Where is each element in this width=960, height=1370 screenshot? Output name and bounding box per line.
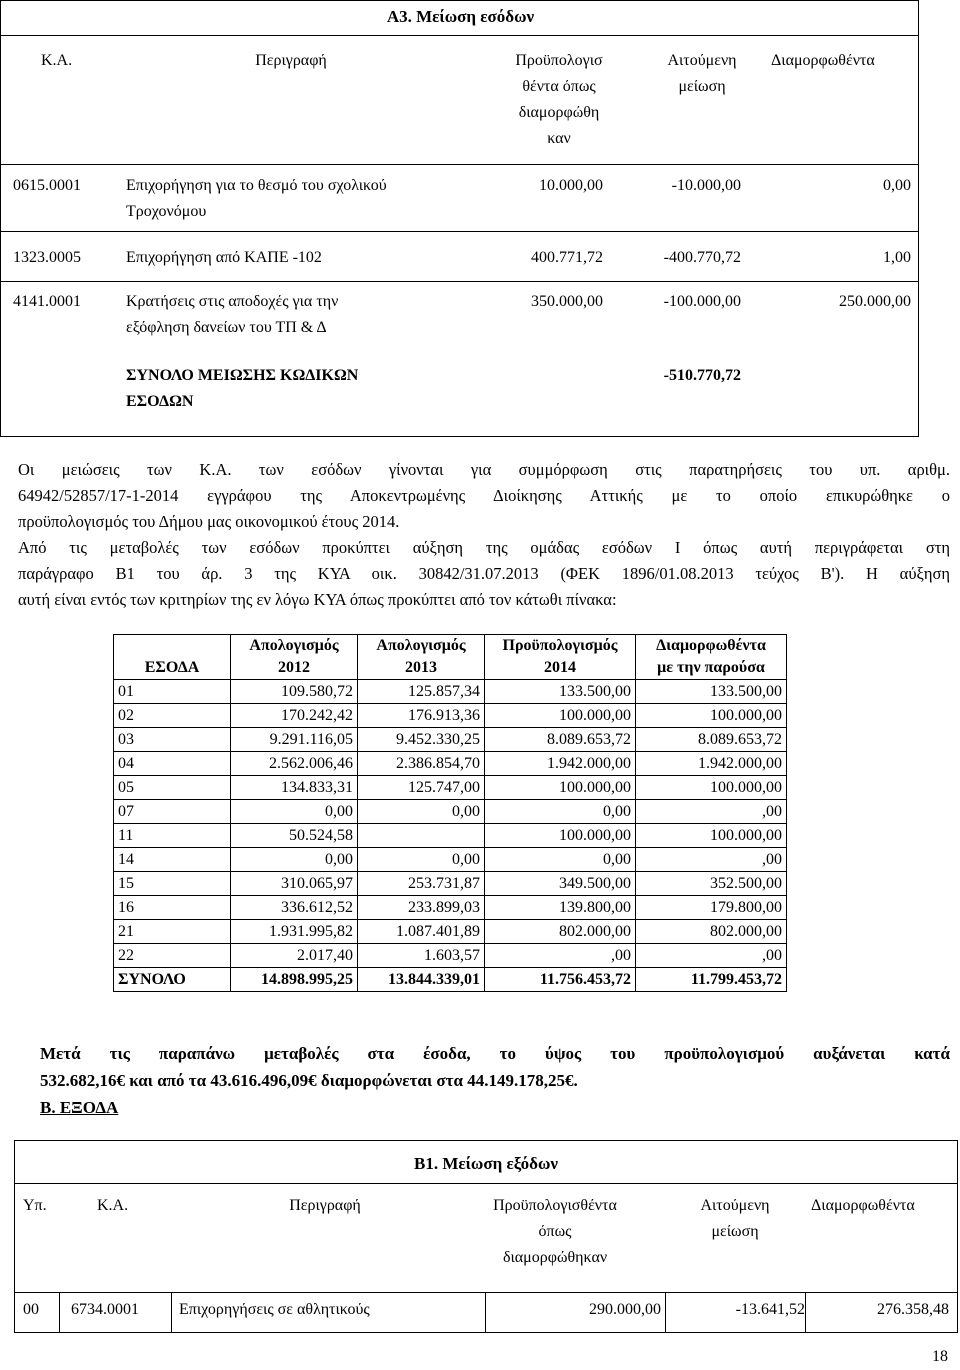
row-value: ,00	[636, 800, 787, 824]
row-value: 336.612,52	[231, 896, 358, 920]
table-row	[114, 728, 787, 752]
table-row	[114, 896, 787, 920]
row-value: 2.562.006,46	[231, 752, 358, 776]
divider	[1, 164, 918, 165]
row-label: ΣΥΝΟΛΟ	[114, 968, 231, 992]
row-label: 03	[114, 728, 231, 752]
row-label: 02	[114, 704, 231, 728]
row-description: Επιχορήγηση για το θεσμό του σχολικού Τροχονόμου	[126, 177, 387, 220]
row-value: 310.065,97	[231, 872, 358, 896]
page-number: 18	[932, 1348, 948, 1365]
row-label: 07	[114, 800, 231, 824]
divider	[171, 1292, 172, 1332]
row-value: 125.747,00	[358, 776, 485, 800]
row-value: 100.000,00	[485, 776, 636, 800]
section-heading: Β. ΕΞΟΔΑ	[40, 1098, 119, 1117]
table-row	[114, 824, 787, 848]
row-value: 100.000,00	[485, 704, 636, 728]
row-label: 21	[114, 920, 231, 944]
row-value: 100.000,00	[485, 824, 636, 848]
row-value: 1.087.401,89	[358, 920, 485, 944]
header-final: Διαμορφωθέντα με την παρούσα	[636, 635, 787, 680]
table-row	[114, 848, 787, 872]
row-label: 01	[114, 680, 231, 704]
table-row	[114, 680, 787, 704]
header-description: Περιγραφή	[255, 52, 327, 69]
row-value: 8.089.653,72	[485, 728, 636, 752]
table-title: Α3. Μείωση εσόδων	[386, 7, 535, 26]
row-requested: -100.000,00	[663, 293, 741, 310]
row-value: 233.899,03	[358, 896, 485, 920]
explanation-paragraph: Οι μειώσεις των Κ.Α. των εσόδων γίνονται για συμμόρφωση στις παρατηρήσεις του υπ. αριθμ. 64942/52857/17-1-2014 εγγράφου της Αποκεντρωμένης Διοίκησης Αττικής με το οποίο επικυρώθηκε ο προϋπολογισμός του Δήμου μας οικονομικού έτους 2014. Από τις μεταβολές των εσόδων προκύπτει αύξηση της ομάδας εσόδων Ι όπως αυτή περιγράφεται στη παράγραφο Β1 του άρ. 3 της ΚΥΑ οικ. 30842/31.07.2013 (ΦΕΚ 1896/01.08.2013 τεύχος Β'). Η αύξηση αυτή είναι εντός των κριτηρίων της εν λόγω ΚΥΑ όπως προκύπτει από τον κάτωθι πίνακα:	[18, 460, 950, 609]
row-value: 802.000,00	[636, 920, 787, 944]
header-yp: Υπ.	[23, 1197, 47, 1214]
row-value: 802.000,00	[485, 920, 636, 944]
row-budget: 290.000,00	[589, 1301, 661, 1318]
row-value: 1.603,57	[358, 944, 485, 968]
divider	[485, 1292, 486, 1332]
divider	[15, 1183, 957, 1184]
header-final: Διαμορφωθέντα	[811, 1197, 915, 1214]
row-value: 13.844.339,01	[358, 968, 485, 992]
row-value: 14.898.995,25	[231, 968, 358, 992]
row-budget: 10.000,00	[539, 177, 603, 194]
divider	[1, 231, 918, 232]
row-description: Κρατήσεις στις αποδοχές για την εξόφληση δανείων του ΤΠ & Δ	[126, 293, 339, 336]
row-budget: 400.771,72	[531, 249, 603, 266]
row-value: ,00	[636, 944, 787, 968]
row-value: 352.500,00	[636, 872, 787, 896]
header-actual-2013: Απολογισμός 2013	[358, 635, 485, 680]
row-requested: -13.641,52	[735, 1301, 805, 1318]
reduction-expense-table	[14, 1140, 958, 1333]
row-label: 05	[114, 776, 231, 800]
row-value: 1.942.000,00	[636, 752, 787, 776]
total-label: ΣΥΝΟΛΟ ΜΕΙΩΣΗΣ ΚΩΔΙΚΩΝ ΕΣΟΔΩΝ	[126, 367, 359, 410]
row-value: 133.500,00	[485, 680, 636, 704]
table-row	[114, 968, 787, 992]
row-label: 11	[114, 824, 231, 848]
row-budget: 350.000,00	[531, 293, 603, 310]
row-value: 2.386.854,70	[358, 752, 485, 776]
row-value: 109.580,72	[231, 680, 358, 704]
divider	[1, 281, 918, 282]
row-value: 1.931.995,82	[231, 920, 358, 944]
table-row	[114, 944, 787, 968]
row-value: ,00	[485, 944, 636, 968]
header-income: ΕΣΟΔΑ	[114, 635, 231, 680]
header-final: Διαμορφωθέντα	[771, 52, 875, 69]
row-value: 0,00	[231, 848, 358, 872]
row-value: 8.089.653,72	[636, 728, 787, 752]
header-budgeted: Προϋπολογισθέντα όπως διαμορφώθηκαν	[493, 1197, 617, 1266]
row-value: 2.017,40	[231, 944, 358, 968]
row-value: 179.800,00	[636, 896, 787, 920]
row-label: 16	[114, 896, 231, 920]
row-ka: 6734.0001	[71, 1301, 139, 1318]
row-value	[358, 824, 485, 848]
divider	[15, 1292, 957, 1293]
row-description: Επιχορηγήσεις σε αθλητικούς	[179, 1301, 370, 1318]
header-ka: Κ.Α.	[97, 1197, 129, 1214]
row-value: 100.000,00	[636, 704, 787, 728]
row-final: 1,00	[883, 249, 911, 266]
row-final: 276.358,48	[877, 1301, 949, 1318]
row-label: 14	[114, 848, 231, 872]
table-row	[114, 800, 787, 824]
reduction-revenue-table	[0, 0, 919, 437]
row-value: 0,00	[485, 848, 636, 872]
row-value: 134.833,31	[231, 776, 358, 800]
row-value: 11.756.453,72	[485, 968, 636, 992]
row-value: 253.731,87	[358, 872, 485, 896]
row-label: 04	[114, 752, 231, 776]
header-requested: Αιτούμενη μείωση	[667, 52, 737, 95]
header-budget-2014: Προϋπολογισμός 2014	[485, 635, 636, 680]
row-value: 349.500,00	[485, 872, 636, 896]
row-label: 15	[114, 872, 231, 896]
header-description: Περιγραφή	[289, 1197, 361, 1214]
divider	[665, 1292, 666, 1332]
row-requested: -10.000,00	[671, 177, 741, 194]
divider	[805, 1292, 806, 1332]
table-row	[114, 920, 787, 944]
row-value: 9.291.116,05	[231, 728, 358, 752]
row-value: 133.500,00	[636, 680, 787, 704]
row-value: 100.000,00	[636, 776, 787, 800]
header-ka: Κ.Α.	[41, 52, 73, 69]
header-budgeted: Προϋπολογισ θέντα όπως διαμορφώθη καν	[515, 52, 603, 147]
row-value: 0,00	[358, 800, 485, 824]
table-row	[114, 752, 787, 776]
row-final: 250.000,00	[839, 293, 911, 310]
row-value: 176.913,36	[358, 704, 485, 728]
row-value: 100.000,00	[636, 824, 787, 848]
row-requested: -400.770,72	[663, 249, 741, 266]
row-value: 9.452.330,25	[358, 728, 485, 752]
row-ka: 4141.0001	[13, 293, 81, 310]
table-row	[114, 776, 787, 800]
row-label: 22	[114, 944, 231, 968]
summary-paragraph: Μετά τις παραπάνω μεταβολές στα έσοδα, το ύψος του προϋπολογισμού αυξάνεται κατά 532.682,16€ και από τα 43.616.496,09€ διαμορφώνεται στα 44.149.178,25€.	[40, 1044, 950, 1090]
income-comparison-table	[113, 634, 787, 992]
row-value: 0,00	[231, 800, 358, 824]
row-value: 170.242,42	[231, 704, 358, 728]
divider	[1, 35, 918, 36]
row-description: Επιχορήγηση από ΚΑΠΕ -102	[126, 249, 322, 266]
row-value: 1.942.000,00	[485, 752, 636, 776]
row-ka: 0615.0001	[13, 177, 81, 194]
row-value: 0,00	[358, 848, 485, 872]
row-value: 11.799.453,72	[636, 968, 787, 992]
row-ka: 1323.0005	[13, 249, 81, 266]
table-title: Β1. Μείωση εξόδων	[414, 1154, 558, 1173]
row-value: 125.857,34	[358, 680, 485, 704]
table-header-row	[114, 635, 787, 680]
divider	[59, 1292, 60, 1332]
header-actual-2012: Απολογισμός 2012	[231, 635, 358, 680]
row-value: 0,00	[485, 800, 636, 824]
row-final: 0,00	[883, 177, 911, 194]
row-value: 139.800,00	[485, 896, 636, 920]
table-row	[114, 704, 787, 728]
total-value: -510.770,72	[663, 367, 741, 384]
table-row	[114, 872, 787, 896]
row-value: 50.524,58	[231, 824, 358, 848]
row-value: ,00	[636, 848, 787, 872]
row-yp: 00	[23, 1301, 39, 1318]
header-requested: Αιτούμενη μείωση	[700, 1197, 770, 1240]
